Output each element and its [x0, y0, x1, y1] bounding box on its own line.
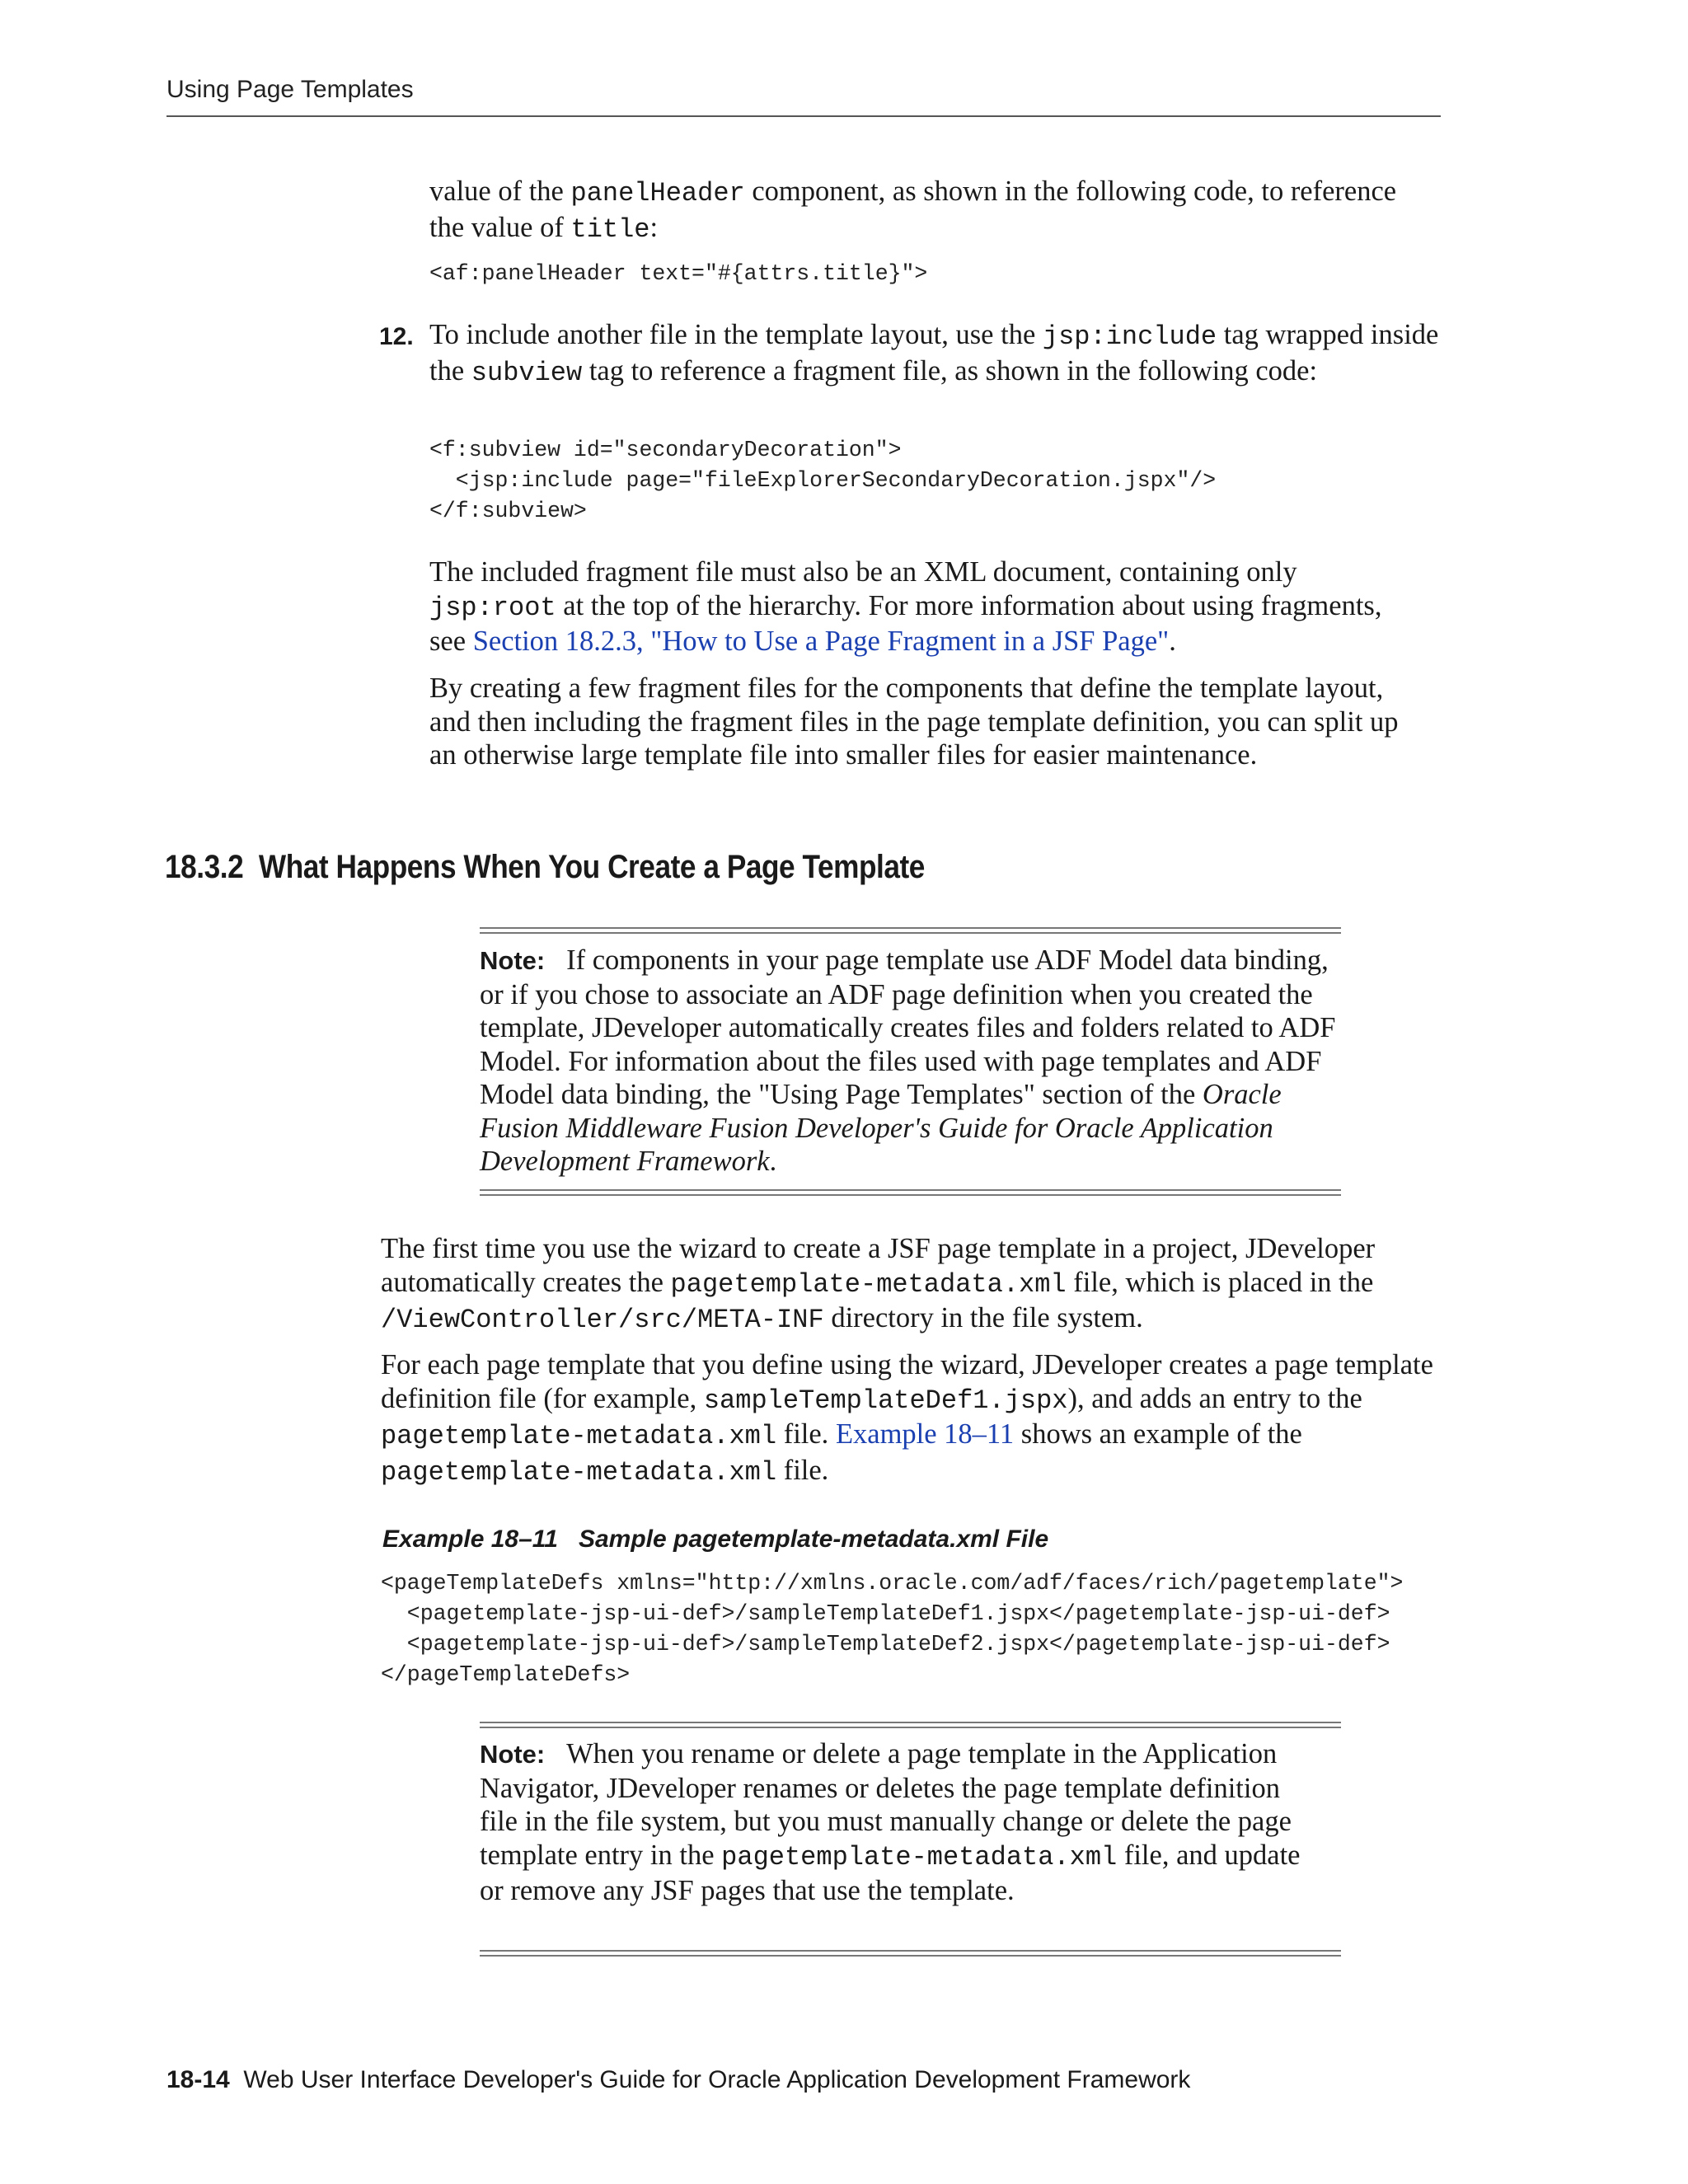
intro-text-1: value of the	[429, 176, 571, 207]
intro-text-3: :	[649, 211, 659, 243]
note1-book-title: Oracle Fusion Middleware Fusion Developer's Guide for Oracle Application Development Framework	[480, 1079, 1282, 1177]
for-each-text-5: file.	[776, 1454, 829, 1486]
section-link[interactable]: Section 18.2.3, "How to Use a Page Fragment in a JSF Page"	[472, 626, 1170, 657]
example-title: Sample pagetemplate-metadata.xml File	[578, 1526, 1049, 1553]
fragment-text-3: .	[1169, 626, 1176, 657]
first-time-code-1: pagetemplate-metadata.xml	[670, 1268, 1067, 1300]
example-link[interactable]: Example 18–11	[835, 1418, 1015, 1450]
page-number: 18-14	[166, 2066, 230, 2093]
step12-text-2: tag wrapped inside the	[429, 319, 1439, 387]
example-code-sample: <pageTemplateDefs xmlns="http://xmlns.oracle.com/adf/faces/rich/pagetemplate"> <pagetemplate-jsp-ui-def>/sampleTemplateDef1.jspx</pagetemplate-jsp-ui-def> <pagetemplate-jsp-ui-def>/sampleTemplateDef2.jspx</pagetemplate-jsp-ui-def> </pageTemplateDefs>	[381, 1571, 1404, 1687]
note1-text-2: .	[769, 1146, 777, 1177]
note2-paragraph	[480, 1737, 1304, 1908]
example-caption	[382, 1526, 1048, 1554]
example-label: Example 18–11	[382, 1526, 558, 1553]
fragment-text-2: at the top of the hierarchy. For more information about using fragments, see	[429, 589, 1382, 657]
note1-bottom-rule	[480, 1189, 1341, 1196]
step-number: 12.	[379, 323, 414, 350]
intro-paragraph	[429, 175, 1418, 246]
intro-text-2: component, as shown in the following code, to reference the value of	[429, 176, 1397, 243]
first-time-paragraph	[381, 1232, 1442, 1338]
note2-text-1: When you rename or delete a page template in the Application Navigator, JDeveloper renames or deletes the page template definition file in the file system, but you must manually change or delete the page template entry in the	[480, 1738, 1292, 1871]
for-each-code-1: sampleTemplateDef1.jspx	[703, 1385, 1068, 1416]
first-time-text-3: directory in the file system.	[823, 1302, 1143, 1333]
step12-code-sample: <f:subview id="secondaryDecoration"> <jsp:include page="fileExplorerSecondaryDecoration.jspx"/> </f:subview>	[429, 438, 1217, 523]
first-time-text-2: file, which is placed in the	[1066, 1266, 1374, 1298]
fragment-text-1: The included fragment file must also be an XML document, containing only	[429, 556, 1297, 588]
note2-label: Note:	[480, 1740, 546, 1769]
footer-book-title: Web User Interface Developer's Guide for Oracle Application Development Framework	[243, 2066, 1191, 2093]
note1-text-1: If components in your page template use ADF Model data binding, or if you chose to associate an ADF page definition when you created the template, JDeveloper automatically creates files and folders related to ADF Model. For information about the files used with page templates and ADF Model data binding, the "Using Page Templates" section of the	[480, 944, 1336, 1110]
note2-top-rule	[480, 1722, 1341, 1728]
intro-code-sample: <af:panelHeader text="#{attrs.title}">	[429, 261, 928, 286]
step12-text-3: tag to reference a fragment file, as shown in the following code:	[582, 354, 1318, 387]
note1-top-rule	[480, 927, 1341, 934]
step12-code-2: subview	[471, 357, 583, 388]
section-number: 18.3.2	[165, 849, 244, 885]
note2-text-2: file, and update or remove any JSF pages that use the template.	[480, 1839, 1301, 1906]
intro-code-1: panelHeader	[570, 178, 745, 209]
intro-code-2: title	[570, 213, 650, 245]
fragment-paragraph	[429, 555, 1418, 658]
running-header: Using Page Templates	[166, 76, 414, 103]
step12-code-1: jsp:include	[1042, 321, 1217, 352]
note1-label: Note:	[480, 946, 546, 975]
for-each-paragraph	[381, 1348, 1442, 1489]
first-time-code-2: /ViewController/src/META-INF	[381, 1305, 824, 1335]
fragment-code-1: jsp:root	[429, 592, 556, 623]
note1-paragraph	[480, 944, 1341, 1179]
note2-code-1: pagetemplate-metadata.xml	[721, 1841, 1118, 1872]
note2-bottom-rule	[480, 1950, 1341, 1957]
for-each-text-4: shows an example of the	[1014, 1418, 1302, 1450]
for-each-text-1: For each page template that you define using the wizard, JDeveloper creates a page template definition file (for example,	[381, 1349, 1433, 1414]
section-heading	[165, 849, 925, 886]
header-rule	[166, 115, 1441, 117]
section-title-text: What Happens When You Create a Page Template	[258, 849, 925, 885]
first-time-text-1: The first time you use the wizard to create a JSF page template in a project, JDeveloper automatically creates the	[381, 1233, 1376, 1298]
for-each-code-2: pagetemplate-metadata.xml	[381, 1421, 777, 1451]
for-each-code-3: pagetemplate-metadata.xml	[381, 1456, 777, 1488]
split-paragraph: By creating a few fragment files for the components that define the template layout, and then including the fragment files in the page template definition, you can split up an otherwise large template file into smaller files for easier maintenance.	[429, 673, 1399, 771]
for-each-text-3: file.	[776, 1418, 836, 1450]
step12-text-1: To include another file in the template layout, use the	[429, 319, 1043, 350]
step12-paragraph	[429, 318, 1439, 390]
page-footer	[166, 2066, 1190, 2094]
for-each-text-2: ), and adds an entry to the	[1067, 1382, 1362, 1414]
